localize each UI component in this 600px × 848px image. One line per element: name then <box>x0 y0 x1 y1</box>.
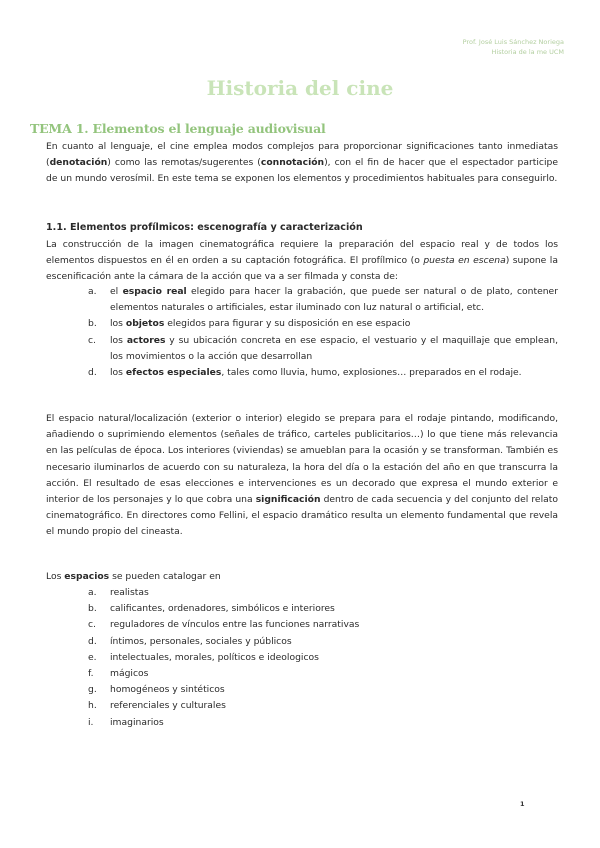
header-author: Prof. José Luis Sánchez Noriega <box>462 38 564 46</box>
list-item <box>80 585 558 601</box>
list-marker: d. <box>88 367 97 379</box>
list-item-post: y su ubicación concreta en ese espacio, el vestuario y el maquillaje que emplean, los movimientos o la acción que desarrollan <box>110 334 558 362</box>
p3-bold-espacios: espacios <box>64 571 110 582</box>
section-title: TEMA 1. Elementos el lenguaje audiovisual <box>30 121 326 136</box>
profilmico-paragraph <box>46 237 558 286</box>
list-marker: b. <box>88 318 97 330</box>
subsection-heading: 1.1. Elementos profílmicos: escenografía y caracterización <box>46 222 363 233</box>
header-course: Historia de la me UCM <box>491 48 564 56</box>
list-marker: g. <box>88 684 97 696</box>
list-marker: i. <box>88 716 94 728</box>
list-marker: c. <box>88 619 96 631</box>
intro-text-2: ) como las remotas/sugerentes ( <box>107 157 261 169</box>
p2-text-2: dentro de cada secuencia y del conjunto del relato cinematográfico. En directores como Fellini, el espacio dramático resulta un elemento fundamental que revela el mundo propio del cineasta. <box>46 494 558 538</box>
list-marker: a. <box>88 587 97 598</box>
list-marker: h. <box>88 700 97 712</box>
list-item-text: realistas <box>110 587 149 598</box>
list-marker: d. <box>88 635 97 647</box>
list-item <box>80 333 558 365</box>
list-item <box>80 284 558 316</box>
p2-text-1: El espacio natural/localización (exterior o interior) elegido se prepara para el rodaje pintando, modificando, añadiendo o suprimiendo elementos (señales de tráfico, carteles publicitarios…) lo que tiene más relevancia en las películas de época. Los interiores (viviendas) se amueblan para la ocasión y se transforman. También es necesario iluminarlos de acuerdo con su naturaleza, la hora del día o la estación del año en que transcurra la acción. El resultado de esas elecciones e intervenciones es un decorado que expresa el mundo exterior e interior de los personajes y lo que cobra una <box>46 413 558 506</box>
list-item-pre: los <box>110 318 126 330</box>
list-item-post: , tales como lluvia, humo, explosiones… preparados en el rodaje. <box>221 367 522 379</box>
list-item <box>80 601 558 617</box>
list-marker: c. <box>88 334 96 346</box>
intro-paragraph <box>46 139 558 188</box>
list-marker: f. <box>88 668 94 680</box>
list-item-bold: espacio real <box>122 286 187 297</box>
list-item-text: imaginarios <box>110 716 164 728</box>
list-item <box>80 617 558 633</box>
spaces-list <box>80 585 558 731</box>
list-item <box>80 666 558 682</box>
p3-text-2: se pueden catalogar en <box>109 571 221 582</box>
espacio-natural-paragraph <box>46 411 558 541</box>
list-item-text: referenciales y culturales <box>110 700 226 712</box>
list-item-bold: actores <box>126 334 166 346</box>
list-marker: e. <box>88 651 97 663</box>
list-item <box>80 650 558 666</box>
p1-italic: puesta en escena <box>423 255 506 267</box>
p2-bold-significacion: significación <box>255 494 321 506</box>
list-item-text: calificantes, ordenadores, simbólicos e interiores <box>110 603 335 615</box>
list-marker: b. <box>88 603 97 615</box>
list-item-post: elegidos para figurar y su disposición en ese espacio <box>164 318 411 330</box>
list-item-bold: efectos especiales <box>125 367 222 379</box>
intro-bold-connotacion: connotación <box>260 157 325 169</box>
p1-text-1: La construcción de la imagen cinematográfica requiere la preparación del espacio real y de todos los elementos dispuestos en él en orden a su captación fotográfica. El profílmico (o <box>46 239 558 267</box>
list-item-text: reguladores de vínculos entre las funciones narrativas <box>110 619 360 631</box>
p3-text-1: Los <box>46 571 65 582</box>
list-item-text: homogéneos y sintéticos <box>110 684 225 696</box>
list-item <box>80 634 558 650</box>
list-item-pre: los <box>110 334 127 346</box>
intro-bold-denotacion: denotación <box>49 157 108 169</box>
list-item-post: elegido para hacer la grabación, que puede ser natural o de plato, contener elementos naturales o artificiales, estar iluminado con luz natural o artificial, etc. <box>110 286 558 314</box>
header-meta <box>463 37 564 57</box>
list-item <box>80 316 558 332</box>
p1-text-2: ) supone la escenificación ante la cámara de la acción que va a ser filmada y consta de: <box>46 255 558 283</box>
elements-list <box>80 284 558 381</box>
list-item <box>80 365 558 381</box>
list-item-text: mágicos <box>110 668 149 680</box>
list-item-pre: los <box>110 367 126 379</box>
list-item-bold: objetos <box>125 318 165 330</box>
document-title: Historia del cine <box>206 76 394 100</box>
list-item <box>80 715 558 731</box>
espacios-intro <box>46 569 558 585</box>
intro-text-3: ), con el fin de hacer que el espectador participe de un mundo verosímil. En este tema se exponen los elementos y procedimientos habituales para conseguirlo. <box>46 157 558 185</box>
list-item <box>80 682 558 698</box>
intro-text-1: En cuanto al lenguaje, el cine emplea modos complejos para proporcionar significaciones tanto inmediatas ( <box>46 141 558 169</box>
list-item-text: íntimos, personales, sociales y públicos <box>110 635 292 647</box>
list-marker: a. <box>88 286 97 297</box>
list-item-text: intelectuales, morales, políticos e ideologicos <box>110 651 319 663</box>
page-number: 1 <box>520 800 525 808</box>
list-item <box>80 698 558 714</box>
list-item-pre: el <box>110 286 123 297</box>
